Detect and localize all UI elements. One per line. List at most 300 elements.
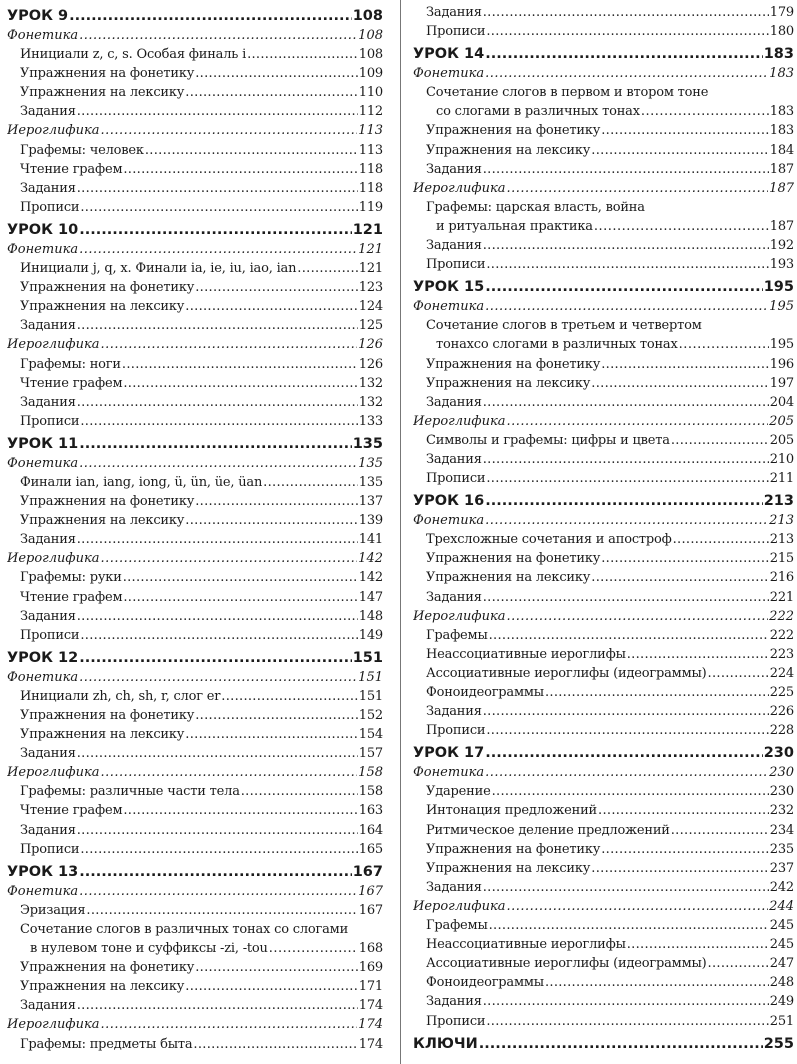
toc-section-entry[interactable]	[413, 511, 794, 530]
dot-leader	[77, 821, 358, 840]
toc-item-entry[interactable]	[7, 511, 383, 530]
toc-entry-label: Фоноидеограммы	[426, 685, 544, 700]
toc-section-entry[interactable]	[7, 882, 383, 901]
toc-entry-label: Прописи	[426, 257, 486, 273]
toc-item-entry[interactable]	[413, 374, 794, 393]
toc-lesson-entry[interactable]	[7, 6, 383, 26]
toc-page-number: 184	[769, 142, 794, 158]
toc-page-number: 137	[358, 494, 383, 510]
toc-entry-label: Упражнения на лексику	[20, 513, 185, 529]
toc-item-entry[interactable]	[413, 3, 794, 22]
toc-item-entry[interactable]	[413, 450, 794, 469]
toc-entry-label-line1: Сочетание слогов в первом и втором тоне	[426, 85, 709, 101]
toc-entry-label: Задания	[426, 589, 482, 605]
toc-item-entry[interactable]	[413, 355, 794, 374]
toc-entry-label: Иероглифика	[413, 608, 506, 624]
toc-page-number: 167	[358, 902, 383, 918]
toc-entry-label: КЛЮЧИ	[413, 1035, 478, 1052]
toc-entry-label: Иероглифика	[7, 337, 100, 353]
toc-entry-label: Упражнения на лексику	[20, 727, 185, 743]
toc-page-number: 158	[358, 765, 383, 781]
dot-leader	[708, 664, 769, 683]
toc-page-number: 183	[763, 46, 794, 63]
toc-entry-label: Финали ian, iang, iong, ü, ün, üe, üan	[20, 474, 263, 490]
dot-leader	[485, 763, 768, 782]
toc-entry-label: Иероглифика	[7, 1017, 100, 1033]
toc-entry-label: Трехсложные сочетания и апостроф	[426, 532, 672, 548]
toc-item-entry[interactable]	[7, 588, 383, 607]
dot-leader	[269, 939, 358, 958]
toc-item-entry[interactable]	[413, 702, 794, 721]
toc-item-entry[interactable]	[413, 83, 794, 121]
toc-page-number: 151	[358, 669, 383, 685]
toc-entry-label: Инициали zh, ch, sh, r, слог er	[20, 688, 221, 704]
dot-leader	[123, 801, 357, 820]
dot-leader	[489, 626, 769, 645]
toc-entry-label: Упражнения на лексику	[426, 860, 591, 876]
toc-item-entry[interactable]	[7, 473, 383, 492]
toc-page-number: 222	[769, 608, 794, 624]
dot-leader	[80, 412, 357, 431]
toc-item-entry[interactable]	[7, 179, 383, 198]
toc-lesson-entry[interactable]	[413, 743, 794, 763]
toc-section-entry[interactable]	[7, 240, 383, 259]
toc-lesson-entry[interactable]	[7, 220, 383, 240]
toc-entry-label: УРОК 15	[413, 279, 485, 296]
toc-right-column	[413, 3, 794, 1054]
toc-entry-label: Задания	[426, 161, 482, 177]
toc-entry-label: Упражнения на фонетику	[20, 960, 195, 976]
toc-item-entry[interactable]	[7, 607, 383, 626]
toc-entry-label: УРОК 17	[413, 745, 485, 762]
dot-leader	[77, 393, 358, 412]
toc-page-number: 205	[769, 432, 794, 448]
toc-lesson-entry[interactable]	[7, 648, 383, 668]
toc-item-entry[interactable]	[7, 1035, 383, 1054]
toc-page-number: 142	[358, 551, 383, 567]
toc-item-entry[interactable]	[413, 530, 794, 549]
dot-leader	[483, 236, 769, 255]
toc-item-entry[interactable]	[413, 236, 794, 255]
toc-item-entry[interactable]	[7, 412, 383, 431]
toc-section-entry[interactable]	[7, 549, 383, 568]
toc-item-entry[interactable]	[7, 393, 383, 412]
toc-page-number: 221	[769, 589, 794, 605]
toc-item-entry[interactable]	[413, 626, 794, 645]
toc-item-entry[interactable]	[7, 64, 383, 83]
toc-item-entry[interactable]	[413, 840, 794, 859]
dot-leader	[77, 316, 358, 335]
dot-leader	[185, 511, 358, 530]
toc-page-number: 165	[358, 841, 383, 857]
dot-leader	[145, 141, 358, 160]
toc-section-entry[interactable]	[413, 179, 794, 198]
dot-leader	[486, 721, 768, 740]
toc-item-entry[interactable]	[413, 141, 794, 160]
toc-page-number: 249	[769, 994, 794, 1010]
toc-page-number: 225	[769, 685, 794, 700]
toc-page-number: 197	[769, 375, 794, 391]
toc-item-entry[interactable]	[7, 901, 383, 920]
toc-item-entry[interactable]	[413, 859, 794, 878]
dot-leader	[506, 179, 768, 198]
toc-entry-label: Иероглифика	[413, 180, 506, 196]
toc-item-entry[interactable]	[7, 801, 383, 820]
toc-section-entry[interactable]	[413, 297, 794, 316]
toc-section-entry[interactable]	[7, 763, 383, 782]
toc-page-number: 245	[769, 918, 794, 934]
toc-page-number: 242	[769, 879, 794, 895]
dot-leader	[80, 840, 357, 859]
toc-page-number: 133	[358, 413, 383, 429]
toc-page-number: 126	[358, 337, 383, 353]
toc-item-entry[interactable]	[7, 83, 383, 102]
dot-leader	[489, 916, 769, 935]
toc-item-entry[interactable]	[413, 801, 794, 820]
toc-item-entry[interactable]	[7, 492, 383, 511]
toc-entry-label: Задания	[426, 994, 482, 1010]
toc-entry-label: Инициали z, c, s. Особая финаль i	[20, 47, 247, 63]
toc-item-entry[interactable]	[413, 549, 794, 568]
toc-item-entry[interactable]	[413, 878, 794, 897]
dot-leader	[673, 530, 769, 549]
toc-entry-label: УРОК 11	[7, 435, 79, 452]
toc-page-number: 222	[769, 627, 794, 643]
toc-item-entry[interactable]	[7, 626, 383, 645]
dot-leader	[545, 683, 769, 702]
dot-leader	[100, 121, 357, 140]
toc-item-entry[interactable]	[7, 782, 383, 801]
toc-entry-label: Ударение	[426, 784, 491, 800]
toc-entry-label: Задания	[20, 104, 76, 120]
toc-page-number: 164	[358, 822, 383, 838]
toc-entry-label: Упражнения на лексику	[20, 979, 185, 995]
toc-page-number: 121	[358, 261, 383, 277]
toc-entry-label: Фонетика	[413, 513, 485, 529]
dot-leader	[123, 568, 358, 587]
toc-entry-label-line1: Сочетание слогов в различных тонах со слогами	[20, 921, 349, 937]
dot-leader	[598, 801, 769, 820]
toc-page-number: 163	[358, 803, 383, 819]
toc-item-entry[interactable]	[413, 916, 794, 935]
toc-entry-label: Задания	[20, 822, 76, 838]
toc-item-entry[interactable]	[7, 278, 383, 297]
toc-item-entry[interactable]	[413, 992, 794, 1011]
toc-item-entry[interactable]	[7, 687, 383, 706]
dot-leader	[195, 492, 358, 511]
toc-item-entry[interactable]	[7, 102, 383, 121]
toc-item-entry[interactable]	[413, 821, 794, 840]
toc-entry-label: Интонация предложений	[426, 803, 598, 819]
dot-leader	[601, 840, 769, 859]
toc-item-entry[interactable]	[413, 1012, 794, 1031]
toc-page-number: 174	[358, 998, 383, 1014]
toc-page-number: 108	[358, 28, 383, 43]
toc-section-entry[interactable]	[413, 64, 794, 83]
toc-item-entry[interactable]	[413, 121, 794, 140]
toc-lesson-entry[interactable]	[413, 277, 794, 297]
toc-item-entry[interactable]	[7, 160, 383, 179]
toc-page-number: 151	[358, 688, 383, 704]
toc-page-number: 139	[358, 513, 383, 529]
toc-page-number: 121	[358, 241, 383, 257]
toc-entry-line2	[20, 939, 383, 958]
toc-entry-label: Иероглифика	[413, 413, 506, 429]
dot-leader	[221, 687, 358, 706]
toc-page-number: 168	[358, 941, 383, 957]
toc-entry-label: Фонетика	[7, 241, 79, 257]
toc-entry-label: Эризация	[20, 902, 86, 918]
toc-page-number: 204	[769, 394, 794, 410]
toc-entry-label: и ритуальная практика	[436, 218, 593, 234]
toc-item-entry[interactable]	[7, 725, 383, 744]
toc-section-entry[interactable]	[7, 1015, 383, 1034]
dot-leader	[591, 141, 769, 160]
toc-item-entry[interactable]	[7, 920, 383, 958]
toc-item-entry[interactable]	[413, 255, 794, 274]
toc-item-entry[interactable]	[7, 568, 383, 587]
toc-lesson-entry[interactable]	[7, 862, 383, 882]
toc-section-entry[interactable]	[413, 607, 794, 626]
toc-page-number: 154	[358, 727, 383, 743]
toc-entry-label: Упражнения на фонетику	[20, 708, 195, 723]
toc-entry-label: Иероглифика	[7, 551, 100, 567]
toc-item-entry[interactable]	[7, 45, 383, 64]
toc-item-entry[interactable]	[7, 840, 383, 859]
toc-page-number: 108	[358, 47, 383, 63]
toc-item-entry[interactable]	[413, 160, 794, 179]
toc-page-number: 171	[358, 979, 383, 995]
toc-entry-label: Упражнения на фонетику	[426, 123, 601, 139]
toc-page-number: 251	[769, 1013, 794, 1029]
dot-leader	[80, 626, 357, 645]
toc-entry-label: Задания	[20, 998, 76, 1014]
toc-entry-label: Упражнения на фонетику	[20, 280, 195, 296]
dot-leader	[195, 278, 358, 297]
toc-item-entry[interactable]	[413, 431, 794, 450]
toc-page-number: 118	[358, 161, 383, 177]
toc-item-entry[interactable]	[7, 374, 383, 393]
dot-leader	[601, 121, 769, 140]
toc-entry-label: Задания	[426, 5, 482, 20]
toc-page-number: 183	[769, 104, 794, 120]
toc-section-entry[interactable]	[7, 454, 383, 473]
dot-leader	[671, 431, 769, 450]
toc-page-number: 228	[769, 723, 794, 739]
dot-leader	[241, 782, 358, 801]
toc-item-entry[interactable]	[413, 973, 794, 992]
toc-page-number: 193	[769, 257, 794, 273]
toc-entry-label: Прописи	[20, 841, 80, 857]
dot-leader	[679, 335, 769, 354]
toc-page-number: 223	[769, 646, 794, 662]
dot-leader	[195, 64, 358, 83]
toc-item-entry[interactable]	[7, 355, 383, 374]
toc-page-number: 192	[769, 238, 794, 254]
toc-entry-label: тонахсо слогами в различных тонах	[436, 337, 678, 353]
dot-leader	[77, 996, 358, 1015]
toc-entry-label: Задания	[426, 394, 482, 410]
toc-page-number: 230	[769, 784, 794, 800]
toc-section-entry[interactable]	[7, 26, 383, 45]
toc-item-entry[interactable]	[7, 996, 383, 1015]
dot-leader	[79, 26, 357, 45]
toc-entry-label: Прописи	[426, 24, 486, 40]
toc-entry-label: Упражнения на лексику	[426, 375, 591, 391]
toc-item-entry[interactable]	[7, 297, 383, 316]
toc-page-number: 232	[769, 803, 794, 819]
dot-leader	[100, 763, 357, 782]
toc-entry-label: Неассоциативные иероглифы	[426, 937, 626, 953]
toc-lesson-entry[interactable]	[413, 1034, 794, 1054]
toc-page-number: 123	[358, 280, 383, 296]
toc-page-number: 141	[358, 532, 383, 548]
toc-item-entry[interactable]	[413, 664, 794, 683]
toc-entry-label-line1: Графемы: царская власть, война	[426, 199, 645, 215]
dot-leader	[185, 977, 358, 996]
toc-entry-label: Прописи	[20, 627, 80, 643]
toc-entry-label: Фонетика	[7, 883, 79, 899]
toc-page-number: 187	[769, 218, 794, 234]
toc-page-number: 230	[769, 765, 794, 781]
toc-item-entry[interactable]	[7, 316, 383, 335]
toc-section-entry[interactable]	[413, 897, 794, 916]
toc-page-number: 179	[769, 5, 794, 20]
toc-item-entry[interactable]	[7, 530, 383, 549]
toc-page-number: 142	[358, 570, 383, 586]
toc-entry-label: Графемы: человек	[20, 142, 144, 158]
dot-leader	[627, 645, 769, 664]
toc-item-entry[interactable]	[413, 588, 794, 607]
toc-section-entry[interactable]	[413, 412, 794, 431]
toc-page-number: 187	[769, 161, 794, 177]
toc-item-entry[interactable]	[413, 316, 794, 354]
toc-item-entry[interactable]	[413, 22, 794, 41]
toc-item-entry[interactable]	[7, 259, 383, 278]
dot-leader	[185, 725, 358, 744]
toc-page-number: 183	[769, 123, 794, 139]
toc-lesson-entry[interactable]	[413, 491, 794, 511]
toc-page-number: 180	[769, 24, 794, 40]
toc-item-entry[interactable]	[413, 393, 794, 412]
toc-page-number: 124	[358, 299, 383, 315]
toc-entry-label: Графемы: предметы быта	[20, 1036, 193, 1052]
toc-entry-line2	[426, 335, 794, 354]
dot-leader	[483, 992, 769, 1011]
toc-entry-line2	[426, 217, 794, 236]
dot-leader	[123, 588, 357, 607]
toc-page-number: 118	[358, 180, 383, 196]
toc-entry-label: Фонетика	[413, 765, 485, 781]
toc-page-number: 210	[769, 451, 794, 467]
toc-entry-label: Ассоциативные иероглифы (идеограммы)	[426, 956, 707, 972]
dot-leader	[601, 549, 769, 568]
toc-entry-label: Чтение графем	[20, 375, 123, 391]
toc-item-entry[interactable]	[413, 469, 794, 488]
dot-leader	[77, 102, 358, 121]
toc-item-entry[interactable]	[7, 198, 383, 217]
toc-page-number: 167	[358, 883, 383, 899]
dot-leader	[185, 297, 358, 316]
toc-item-entry[interactable]	[413, 198, 794, 236]
toc-page-number: 195	[769, 337, 794, 353]
toc-lesson-entry[interactable]	[7, 434, 383, 454]
toc-entry-label: Фоноидеограммы	[426, 975, 544, 991]
toc-entry-label: Прописи	[426, 471, 486, 487]
dot-leader	[506, 412, 768, 431]
dot-leader	[485, 297, 768, 316]
toc-item-entry[interactable]	[413, 935, 794, 954]
toc-item-entry[interactable]	[413, 568, 794, 587]
toc-entry-label: Задания	[426, 451, 482, 467]
toc-lesson-entry[interactable]	[413, 44, 794, 64]
toc-entry-label: Упражнения на фонетику	[426, 841, 601, 857]
toc-page-number: 205	[769, 413, 794, 429]
toc-item-entry[interactable]	[413, 782, 794, 801]
toc-item-entry[interactable]	[7, 141, 383, 160]
toc-page-number: 135	[352, 435, 383, 452]
toc-page-number: 135	[358, 455, 383, 471]
toc-page-number: 216	[769, 570, 794, 586]
toc-item-entry[interactable]	[7, 821, 383, 840]
toc-entry-label: Инициали j, q, x. Финали ia, ie, iu, iao, ian	[20, 261, 297, 277]
toc-page-number: 148	[358, 608, 383, 624]
toc-item-entry[interactable]	[7, 977, 383, 996]
toc-page-number: 158	[358, 784, 383, 800]
dot-leader	[486, 1012, 768, 1031]
toc-section-entry[interactable]	[413, 763, 794, 782]
dot-leader	[483, 702, 769, 721]
toc-item-entry[interactable]	[7, 958, 383, 977]
toc-section-entry[interactable]	[7, 335, 383, 354]
toc-item-entry[interactable]	[413, 721, 794, 740]
dot-leader	[483, 3, 769, 22]
toc-page-number: 126	[358, 356, 383, 372]
toc-entry-label: УРОК 14	[413, 46, 485, 63]
toc-entry-label: в нулевом тоне и суффиксы -zi, -tou	[30, 941, 268, 957]
dot-leader	[594, 217, 769, 236]
toc-section-entry[interactable]	[7, 668, 383, 687]
toc-section-entry[interactable]	[7, 121, 383, 140]
dot-leader	[506, 897, 768, 916]
toc-entry-label: Упражнения на лексику	[20, 299, 185, 315]
toc-item-entry[interactable]	[7, 706, 383, 725]
toc-item-entry[interactable]	[7, 744, 383, 763]
toc-page-number: 149	[358, 627, 383, 643]
toc-entry-label: Прописи	[20, 413, 80, 429]
toc-item-entry[interactable]	[413, 954, 794, 973]
toc-page-number: 211	[769, 471, 794, 487]
toc-entry-label: Задания	[20, 180, 76, 196]
toc-entry-line2	[426, 102, 794, 121]
dot-leader	[486, 22, 768, 41]
toc-entry-label: Ассоциативные иероглифы (идеограммы)	[426, 665, 707, 681]
toc-entry-label: Чтение графем	[20, 803, 123, 819]
toc-entry-label-line1: Сочетание слогов в третьем и четвертом	[426, 318, 702, 334]
dot-leader	[77, 530, 358, 549]
dot-leader	[77, 179, 358, 198]
dot-leader	[77, 607, 358, 626]
toc-page-number: 235	[769, 841, 794, 857]
toc-page-number: 110	[358, 85, 383, 101]
toc-item-entry[interactable]	[413, 683, 794, 702]
toc-page-number: 230	[763, 745, 794, 762]
dot-leader	[86, 901, 357, 920]
toc-entry-label: УРОК 9	[7, 8, 69, 24]
toc-entry-label: Неассоциативные иероглифы	[426, 646, 626, 662]
toc-page-number: 245	[769, 937, 794, 953]
toc-item-entry[interactable]	[413, 645, 794, 664]
